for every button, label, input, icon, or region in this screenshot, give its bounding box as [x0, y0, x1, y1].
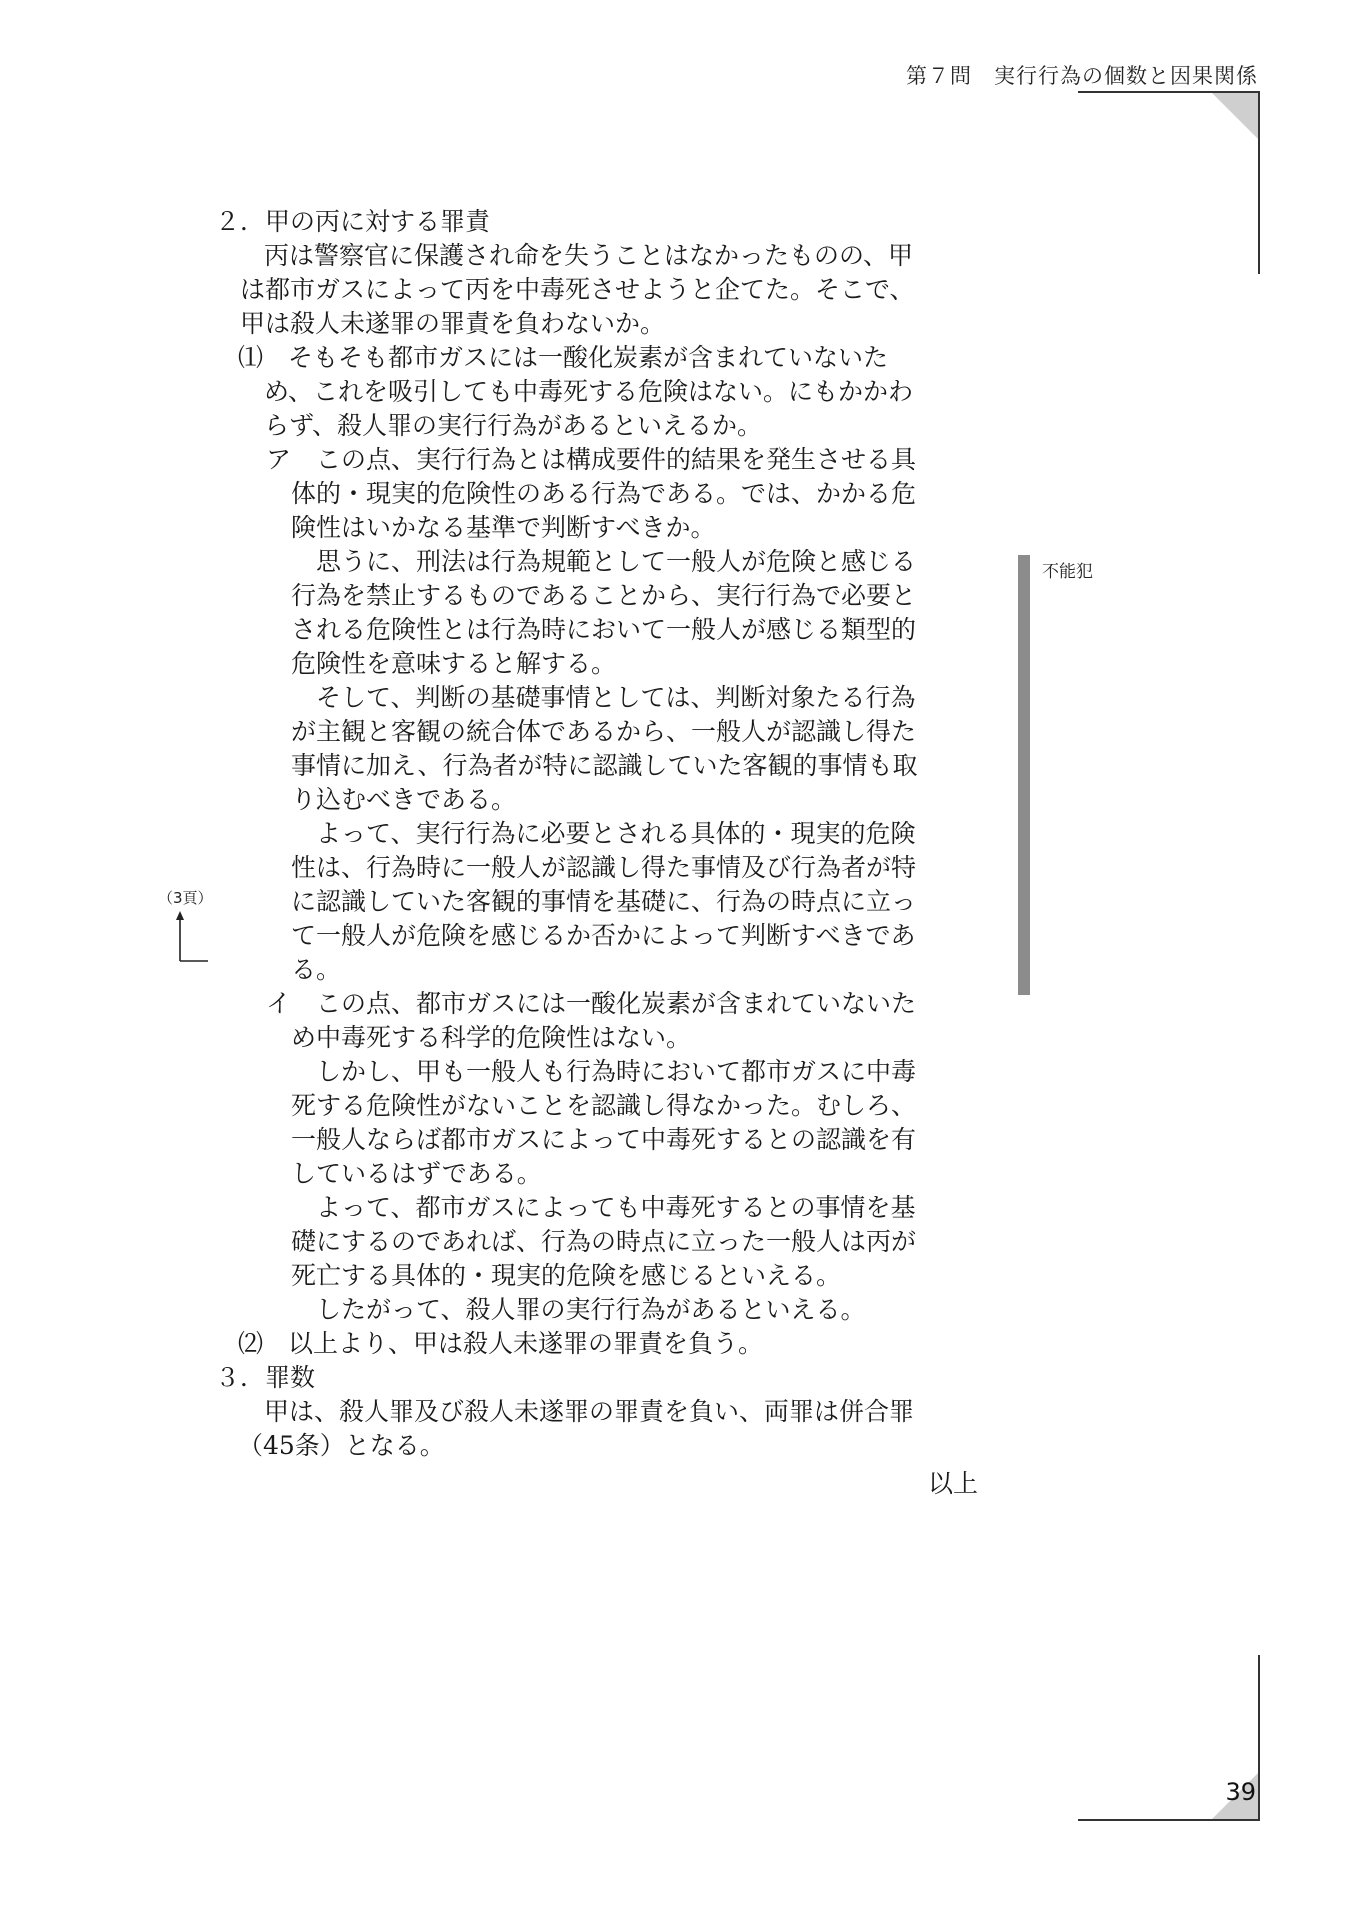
paragraph-line: 死亡する具体的・現実的危険を感じるといえる。: [291, 1261, 842, 1290]
paragraph-line: 険性はいかなる基準で判断すべきか。: [291, 513, 716, 542]
paragraph-line: 危険性を意味すると解する。: [291, 649, 617, 678]
paragraph-line: 体的・現実的危険性のある行為である。では、かかる危: [291, 479, 917, 508]
paragraph-line: 性は、行為時に一般人が認識し得た事情及び行為者が特: [291, 853, 917, 882]
running-header: 第７問 実行行為の個数と因果関係: [906, 64, 1258, 88]
item-a: ア この点、実行行為とは構成要件的結果を発生させる具: [266, 445, 917, 474]
paragraph-line: しかし、甲も一般人も行為時において都市ガスに中毒: [316, 1057, 917, 1086]
paragraph-line: 甲は殺人未遂罪の罪責を負わないか。: [240, 309, 666, 338]
paragraph-line: に認識していた客観的事情を基礎に、行為の時点に立っ: [291, 887, 917, 916]
paragraph-line: 丙は警察官に保護され命を失うことはなかったものの、甲: [264, 241, 914, 270]
subsection-heading-2: ⑵ 以上より、甲は殺人未遂罪の罪責を負う。: [238, 1329, 764, 1358]
item-i: イ この点、都市ガスには一酸化炭素が含まれていないた: [266, 989, 917, 1018]
section-heading-3: ３．罪数: [215, 1363, 316, 1392]
paragraph-line: 死する危険性がないことを認識し得なかった。むしろ、: [291, 1091, 917, 1120]
paragraph-line: て一般人が危険を感じるか否かによって判断すべきであ: [291, 921, 916, 950]
paragraph-line: め、これを吸引しても中毒死する危険はない。にもかかわ: [264, 377, 914, 406]
paragraph-line: り込むべきである。: [291, 785, 517, 814]
paragraph-line: は都市ガスによって丙を中毒死させようと企てた。そこで、: [240, 275, 915, 304]
paragraph-line: 礎にするのであれば、行為の時点に立った一般人は丙が: [291, 1227, 917, 1256]
paragraph-line: る。: [291, 955, 342, 984]
corner-triangle-top: [1212, 93, 1258, 139]
footer-rule: [1078, 1819, 1260, 1821]
paragraph-line: そして、判断の基礎事情としては、判断対象たる行為: [316, 683, 916, 712]
paragraph-line: （45条）となる。: [238, 1431, 445, 1460]
page-number: 39: [1225, 1778, 1256, 1806]
paragraph-line: したがって、殺人罪の実行行為があるといえる。: [316, 1295, 866, 1324]
paragraph-line: よって、都市ガスによっても中毒死するとの事情を基: [316, 1193, 916, 1222]
paragraph-line: 事情に加え、行為者が特に認識していた客観的事情も取: [291, 751, 918, 780]
paragraph-line: 行為を禁止するものであることから、実行行為で必要と: [291, 581, 917, 610]
paragraph-line: 思うに、刑法は行為規範として一般人が危険と感じる: [316, 547, 917, 576]
section-heading-2: ２．甲の丙に対する罪責: [215, 207, 491, 236]
paragraph-line: 甲は、殺人罪及び殺人未遂罪の罪責を負い、両罪は併合罪: [264, 1397, 915, 1426]
paragraph-line: される危険性とは行為時において一般人が感じる類型的: [291, 615, 917, 644]
paragraph-line: よって、実行行為に必要とされる具体的・現実的危険: [316, 819, 916, 848]
paragraph-line: らず、殺人罪の実行行為があるといえるか。: [264, 411, 763, 440]
paragraph-line: しているはずである。: [291, 1159, 542, 1188]
closing-ijo: 以上: [928, 1469, 979, 1498]
paragraph-line: 一般人ならば都市ガスによって中毒死するとの認識を有: [291, 1125, 917, 1154]
margin-note: 不能犯: [1042, 562, 1093, 582]
subsection-heading-1: ⑴ そもそも都市ガスには一酸化炭素が含まれていないた: [238, 343, 889, 372]
cross-reference-label: （3頁）: [158, 889, 213, 907]
paragraph-line: が主観と客観の統合体であるから、一般人が認識し得た: [291, 717, 917, 746]
footer-vertical-rule: [1258, 1655, 1260, 1821]
paragraph-line: め中毒死する科学的危険性はない。: [291, 1023, 692, 1052]
